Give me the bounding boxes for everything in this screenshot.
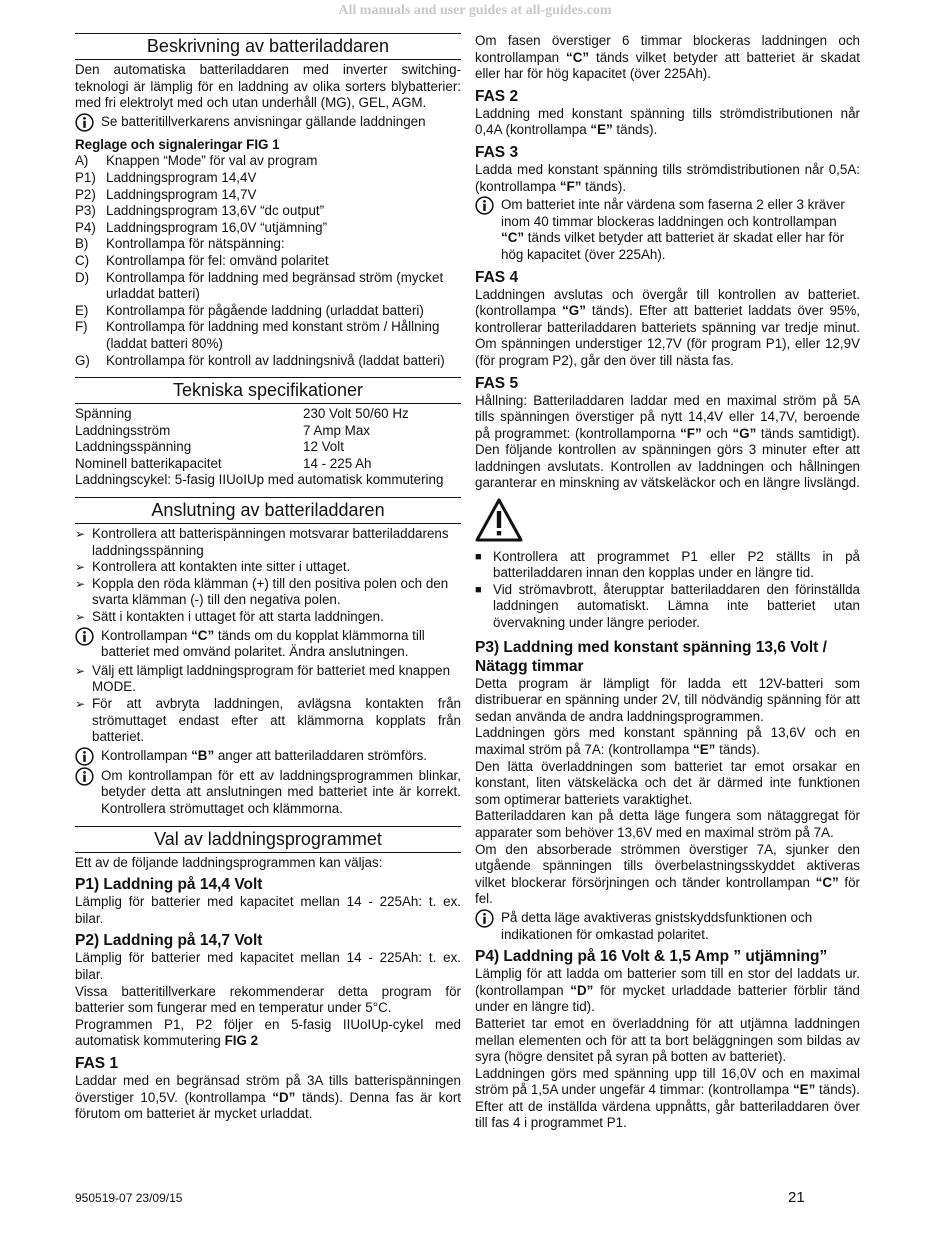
list-item xyxy=(75,559,461,576)
list-item xyxy=(75,270,461,303)
controls-list xyxy=(75,153,461,369)
info-text: Om batteriet inte når värdena som faserna 2 eller 3 kräver inom 40 timmar blockeras laddningen och kontrollampan “C” tänds vilket betyder att batteriet är skadat eller har för hög kapacitet (över 225Ah). xyxy=(501,197,845,262)
warning-triangle-icon xyxy=(475,498,523,542)
arrow-bullet-icon: ➢ xyxy=(75,610,86,625)
table-row xyxy=(75,406,461,423)
fas1-heading: FAS 1 xyxy=(75,1054,119,1072)
info-icon xyxy=(75,113,94,132)
list-item xyxy=(75,203,461,220)
list-item-key: F) xyxy=(75,319,88,335)
table-row xyxy=(75,423,461,440)
p4-text: Laddningen görs med spänning upp till 16,0V och en maximal ström på 1,5A under ungefär 4 timmar: (kontrollampa “E” tänds). Efter att de inställda värdena uppnåtts, går batteriladdaren över till fas 4 i programmet P1. xyxy=(475,1065,860,1131)
spec-label: Laddningsspänning xyxy=(75,439,192,455)
p2-text: Vissa batteritillverkare rekommenderar detta program för batterier som fungerar med en temperatur under 5°C. xyxy=(75,983,461,1016)
left-column xyxy=(75,33,461,1123)
info-note xyxy=(75,748,461,766)
list-item-key: C) xyxy=(75,252,90,268)
spec-value: 12 Volt xyxy=(303,439,344,455)
list-item-text: Koppla den röda klämman (+) till den positiva polen och den svarta klämman (-) till den negativa polen. xyxy=(92,575,449,608)
list-item xyxy=(75,353,461,370)
info-text: Om kontrollampan för ett av laddningsprogrammen blinkar, betyder detta att anslutningen med batteriet inte är korrekt. Kontrollera strömuttaget och klämmorna. xyxy=(101,767,461,816)
spec-label: Laddningsström xyxy=(75,422,171,438)
fas5-heading: FAS 5 xyxy=(475,374,519,392)
spec-label: Nominell batterikapacitet xyxy=(75,455,222,471)
list-item xyxy=(75,319,461,352)
programs-intro: Ett av de följande laddningsprogrammen kan väljas: xyxy=(75,854,383,870)
list-item xyxy=(75,236,461,253)
info-text: Kontrollampan “C” tänds om du kopplat klämmorna till batteriet med omvänd polaritet. Ändra anslutningen. xyxy=(101,627,425,660)
list-item-text: För att avbryta laddningen, avlägsna kontakten från strömuttaget endast efter att klämmorna kopplats från batteriet. xyxy=(92,696,461,745)
controls-heading: Reglage och signaleringar FIG 1 xyxy=(75,136,280,152)
fas2-heading: FAS 2 xyxy=(475,87,519,105)
list-item-text: Sätt i kontakten i uttaget för att starta laddningen. xyxy=(92,609,384,625)
p4-heading: P4) Laddning på 16 Volt & 1,5 Amp ” utjämning” xyxy=(475,948,828,966)
list-item-text: Kontrollera att programmet P1 eller P2 ställts in på batteriladdaren innan den kopplas under en längre tid. xyxy=(493,548,860,581)
section-title-programs: Val av laddningsprogrammet xyxy=(75,826,461,853)
p4-text: Lämplig för att ladda om batterier som till en stor del laddats ur. (kontrollampan “D” för mycket urladdade batterier förblir tänd under en längre tid). xyxy=(475,966,860,1015)
info-note xyxy=(475,197,860,263)
list-item-key: P2) xyxy=(75,186,96,202)
list-item-text: Kontrollera att batterispänningen motsvarar batteriladdarens laddningsspänning xyxy=(92,526,449,558)
spec-cycle: Laddningscykel: 5-fasig IIUoIUp med automatisk kommutering xyxy=(75,472,444,488)
list-item-text: Kontrollampa för laddning med begränsad ström (mycket urladdat batteri) xyxy=(106,269,444,302)
list-item xyxy=(75,170,461,187)
p2-heading: P2) Laddning på 14,7 Volt xyxy=(75,932,263,950)
spec-value: 7 Amp Max xyxy=(303,422,370,438)
section-title-description: Beskrivning av batteriladdaren xyxy=(75,33,461,60)
spec-label: Spänning xyxy=(75,406,132,422)
list-item xyxy=(75,576,461,609)
p1-text: Lämplig för batterier med kapacitet mellan 14 - 225Ah: t. ex. bilar. xyxy=(75,894,461,926)
section-title-specs: Tekniska specifikationer xyxy=(75,377,461,404)
intro-text: Den automatiska batteriladdaren med inverter switching-teknologi är lämplig för en laddning av olika sorters blybatterier: med fri elektrolyt med och utan underhåll (MG), GEL, AGM. xyxy=(75,62,461,111)
spec-value: 230 Volt 50/60 Hz xyxy=(303,406,409,422)
arrow-bullet-icon: ➢ xyxy=(75,576,86,591)
table-row xyxy=(75,456,461,473)
square-bullet-icon: ■ xyxy=(475,583,482,596)
list-item-key: A) xyxy=(75,153,89,169)
list-item xyxy=(475,549,860,582)
list-item xyxy=(475,582,860,632)
list-item-text: Kontrollera att kontakten inte sitter i uttaget. xyxy=(92,559,351,575)
table-row xyxy=(75,439,461,456)
list-item-text: Laddningsprogram 13,6V “dc output” xyxy=(106,203,325,219)
list-item xyxy=(75,153,461,170)
list-item-key: B) xyxy=(75,236,89,252)
spec-value: 14 - 225 Ah xyxy=(303,455,372,471)
list-item-text: Välj ett lämpligt laddningsprogram för batteriet med knappen MODE. xyxy=(92,662,451,695)
list-item-text: Kontrollampa för nätspänning: xyxy=(106,236,285,252)
fas5-text: Hållning: Batteriladdaren laddar med en maximal ström på 5A tills spänningen överstiger på nytt 14,4V eller 14,7V, beroende på programmet: (kontrollamporna “F” och “G” tänds samtidigt). Den följande kontrollen av spänningen görs 3 minuter efter att laddningen avslutats. Kontrollen av laddningen och hållningen garanterar en minskning av vätskeläckor och en längre livslängd. xyxy=(475,392,861,491)
list-item-key: P1) xyxy=(75,169,96,185)
fas2-text: Laddning med konstant spänning tills strömdistributionen når 0,4A (kontrollampa “E” tänds). xyxy=(475,105,860,138)
info-icon xyxy=(475,196,494,215)
list-item-text: Kontrollampa för kontroll av laddningsnivå (laddat batteri) xyxy=(106,352,445,368)
info-icon xyxy=(75,767,94,786)
info-text: Se batteritillverkarens anvisningar gällande laddningen xyxy=(101,113,426,129)
footer-code: 950519-07 23/09/15 xyxy=(75,1191,183,1205)
list-item-key: E) xyxy=(75,302,89,318)
list-item-text: Kontrollampa för fel: omvänd polaritet xyxy=(106,252,329,268)
fas3-text: Ladda med konstant spänning tills strömdistributionen når 0,5A: (kontrollampa “F” tänds). xyxy=(475,161,860,194)
info-text: Kontrollampan “B” anger att batteriladdaren strömförs. xyxy=(101,747,428,763)
list-item xyxy=(75,187,461,204)
list-item xyxy=(75,609,461,626)
arrow-bullet-icon: ➢ xyxy=(75,527,86,542)
list-item xyxy=(75,696,461,746)
info-note xyxy=(75,114,461,132)
arrow-bullet-icon: ➢ xyxy=(75,697,86,711)
list-item-text: Laddningsprogram 16,0V “utjämning” xyxy=(106,219,328,235)
p3-text: Batteriladdaren kan på detta läge fungera som nätaggregat för apparater som behöver 13,6V med en maximal ström på 7A. xyxy=(475,808,860,840)
p3-text: Laddningen görs med konstant spänning på 13,6V och en maximal ström på 7A: (kontrollampa “E” tänds). xyxy=(475,725,860,757)
list-item-text: Laddningsprogram 14,4V xyxy=(106,169,257,185)
list-item-text: Kontrollampa för laddning med konstant ström / Hållning (laddat batteri 80%) xyxy=(106,319,440,351)
list-item-text: Laddningsprogram 14,7V xyxy=(106,186,257,202)
p2-text: Lämplig för batterier med kapacitet mellan 14 - 225Ah: t. ex. bilar. xyxy=(75,950,461,982)
right-column xyxy=(475,33,860,1132)
list-item xyxy=(75,663,461,696)
list-item-text: Kontrollampa för pågående laddning (urladdat batteri) xyxy=(106,302,424,318)
info-icon xyxy=(75,627,94,646)
p3-text: Den lätta överladdningen som batteriet tar emot orsakar en konstant, liten vätskeläcka och det är därmed inte funktionen som optimerar batteriets varaktighet. xyxy=(475,758,860,807)
arrow-bullet-icon: ➢ xyxy=(75,560,86,575)
list-item-text: Vid strömavbrott, återupptar batteriladdaren den förinställda laddningen automatiskt. Lämna inte batteriet utan övervakning under längre perioder. xyxy=(493,581,860,631)
info-text: På detta läge avaktiveras gnistskyddsfunktionen och indikationen för omkastad polaritet. xyxy=(501,909,813,942)
p1-heading: P1) Laddning på 14,4 Volt xyxy=(75,876,263,894)
info-note xyxy=(475,910,860,943)
p3-text: Detta program är lämpligt för ladda ett 12V-batteri som distribuerar en spänning under 2V, till nödvändig spänning för att sedan använda de andra laddningsprogrammen. xyxy=(475,675,860,724)
list-item xyxy=(75,526,461,559)
fas1-continued-text: Om fasen överstiger 6 timmar blockeras laddningen och kontrollampan “C” tänds vilket betyder att batteriet är skadat eller har för hög kapacitet (över 225Ah). xyxy=(475,33,860,82)
arrow-bullet-icon: ➢ xyxy=(75,663,86,678)
fas4-heading: FAS 4 xyxy=(475,268,519,286)
list-item-key: G) xyxy=(75,352,90,368)
fas3-heading: FAS 3 xyxy=(475,143,519,161)
list-item xyxy=(75,220,461,237)
list-item xyxy=(75,253,461,270)
list-item-text: Knappen “Mode” för val av program xyxy=(106,153,318,169)
list-item-key: D) xyxy=(75,269,90,285)
p3-heading: P3) Laddning med konstant spänning 13,6 Volt / Nätagg timmar xyxy=(475,638,827,675)
list-item-key: P4) xyxy=(75,219,96,235)
p3-text: Om den absorberade strömmen överstiger 7A, sjunker den utgående spänningen tills överbelastningsskyddet aktiveras vilket blockerar försörjningen och tänder kontrollampan “C” för fel. xyxy=(475,841,860,907)
list-item xyxy=(75,303,461,320)
section-title-connection: Anslutning av batteriladdaren xyxy=(75,497,461,524)
info-icon xyxy=(75,747,94,766)
square-bullet-icon: ■ xyxy=(475,550,482,563)
page-number: 21 xyxy=(788,1189,805,1206)
watermark: All manuals and user guides at all-guides.com xyxy=(338,3,612,18)
p4-text: Batteriet tar emot en överladdning för att utjämna laddningen mellan elementen och för att ta bort beläggningen som bildas av syra (högre densitet på syran på botten av batteriet). xyxy=(475,1015,860,1065)
fas1-text: Laddar med en begränsad ström på 3A tills batterispänningen överstiger 10,5V. (kontrollampa “D” tänds). Denna fas är kort förutom om batteriet är mycket urladdat. xyxy=(75,1072,461,1122)
specs-table xyxy=(75,406,461,489)
fas4-text: Laddningen avslutas och övergår till kontrollen av batteriet. (kontrollampa “G” tänds). Efter att batteriet laddats över 95%, kontrollerar batteriladdaren batteriets spänning var tredje minut. Om spänningen understiger 12,7V (för program P1), eller 12,9V (för program P2), går den över till nästa fas. xyxy=(475,286,861,368)
info-note xyxy=(75,628,461,661)
info-note xyxy=(75,768,461,818)
list-item-key: P3) xyxy=(75,203,96,219)
info-icon xyxy=(475,909,494,928)
p2-text: Programmen P1, P2 följer en 5-fasig IIUoIUp-cykel med automatisk kommutering FIG 2 xyxy=(75,1016,461,1049)
